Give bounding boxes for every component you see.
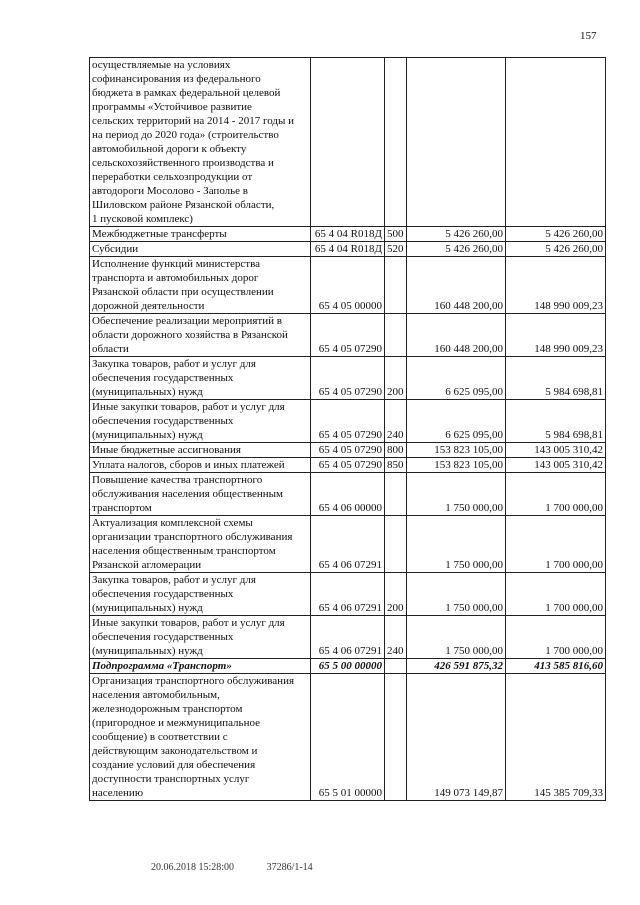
row-name-cell: Закупка товаров, работ и услуг для обеспечения государственных (муниципальных) нужд (90, 357, 311, 400)
row-code-cell: 65 4 05 00000 (311, 257, 385, 314)
row-amount-plan-cell (407, 58, 506, 227)
row-amount-actual-cell: 5 984 698,81 (506, 357, 606, 400)
table-row (90, 357, 606, 400)
row-amount-plan-cell: 160 448 200,00 (407, 257, 506, 314)
row-code-cell: 65 4 04 R018Д (311, 227, 385, 242)
row-amount-plan-cell: 153 823 105,00 (407, 443, 506, 458)
row-code-cell (311, 58, 385, 227)
row-code-cell: 65 4 06 07291 (311, 573, 385, 616)
row-code-cell: 65 4 05 07290 (311, 443, 385, 458)
table-row (90, 227, 606, 242)
row-amount-actual-cell: 143 005 310,42 (506, 443, 606, 458)
row-amount-actual-cell: 5 426 260,00 (506, 242, 606, 257)
row-amount-actual-cell: 1 700 000,00 (506, 473, 606, 516)
row-expense-type-cell: 240 (385, 400, 407, 443)
row-amount-actual-cell: 5 984 698,81 (506, 400, 606, 443)
row-expense-type-cell (385, 473, 407, 516)
table-row (90, 257, 606, 314)
row-amount-plan-cell: 5 426 260,00 (407, 242, 506, 257)
row-code-cell: 65 4 06 00000 (311, 473, 385, 516)
footer-datetime: 20.06.2018 15:28:00 (151, 862, 235, 873)
row-expense-type-cell (385, 314, 407, 357)
row-name-cell: Организация транспортного обслуживания населения автомобильным, железнодорожным транспортом (пригородное и межмуниципальное сообщение) в соответствии с действующим законодательством и создание условий для обеспечения доступности транспортных услуг населению (90, 674, 311, 801)
row-amount-plan-cell: 1 750 000,00 (407, 473, 506, 516)
table-row (90, 473, 606, 516)
row-expense-type-cell: 240 (385, 616, 407, 659)
row-amount-actual-cell: 413 585 816,60 (506, 659, 606, 674)
table-row (90, 58, 606, 227)
row-expense-type-cell: 850 (385, 458, 407, 473)
row-amount-actual-cell: 5 426 260,00 (506, 227, 606, 242)
footer (151, 862, 313, 873)
row-expense-type-cell: 200 (385, 573, 407, 616)
row-code-cell: 65 4 05 07290 (311, 400, 385, 443)
row-code-cell: 65 4 04 R018Д (311, 242, 385, 257)
row-name-cell: Субсидии (90, 242, 311, 257)
row-amount-actual-cell: 148 990 009,23 (506, 314, 606, 357)
row-amount-actual-cell: 148 990 009,23 (506, 257, 606, 314)
row-code-cell: 65 5 00 00000 (311, 659, 385, 674)
row-expense-type-cell (385, 674, 407, 801)
row-name-cell: Иные закупки товаров, работ и услуг для обеспечения государственных (муниципальных) нужд (90, 616, 311, 659)
row-code-cell: 65 4 06 07291 (311, 516, 385, 573)
row-expense-type-cell (385, 257, 407, 314)
row-name-cell: Иные бюджетные ассигнования (90, 443, 311, 458)
row-amount-actual-cell: 145 385 709,33 (506, 674, 606, 801)
row-name-cell: Уплата налогов, сборов и иных платежей (90, 458, 311, 473)
row-name-cell: Межбюджетные трансферты (90, 227, 311, 242)
table-row (90, 674, 606, 801)
table-row (90, 458, 606, 473)
row-code-cell: 65 4 05 07290 (311, 357, 385, 400)
row-amount-plan-cell: 1 750 000,00 (407, 616, 506, 659)
row-code-cell: 65 4 05 07290 (311, 458, 385, 473)
row-amount-actual-cell: 143 005 310,42 (506, 458, 606, 473)
row-expense-type-cell (385, 58, 407, 227)
row-expense-type-cell: 800 (385, 443, 407, 458)
row-code-cell: 65 4 05 07290 (311, 314, 385, 357)
row-name-cell: Закупка товаров, работ и услуг для обеспечения государственных (муниципальных) нужд (90, 573, 311, 616)
page-number: 157 (580, 30, 597, 42)
row-amount-plan-cell: 426 591 875,32 (407, 659, 506, 674)
row-code-cell: 65 5 01 00000 (311, 674, 385, 801)
row-amount-plan-cell: 153 823 105,00 (407, 458, 506, 473)
table-row (90, 516, 606, 573)
row-amount-plan-cell: 5 426 260,00 (407, 227, 506, 242)
row-amount-actual-cell (506, 58, 606, 227)
row-expense-type-cell (385, 659, 407, 674)
row-name-cell: Подпрограмма «Транспорт» (90, 659, 311, 674)
row-name-cell: Повышение качества транспортного обслуживания населения общественным транспортом (90, 473, 311, 516)
row-amount-actual-cell: 1 700 000,00 (506, 616, 606, 659)
row-name-cell: Обеспечение реализации мероприятий в области дорожного хозяйства в Рязанской области (90, 314, 311, 357)
row-expense-type-cell: 500 (385, 227, 407, 242)
row-amount-plan-cell: 149 073 149,87 (407, 674, 506, 801)
footer-doc-id: 37286/1-14 (266, 862, 313, 873)
row-expense-type-cell: 200 (385, 357, 407, 400)
table-row (90, 659, 606, 674)
table-row (90, 573, 606, 616)
row-amount-plan-cell: 1 750 000,00 (407, 516, 506, 573)
budget-table (89, 57, 606, 801)
row-amount-plan-cell: 1 750 000,00 (407, 573, 506, 616)
table-row (90, 616, 606, 659)
row-amount-plan-cell: 6 625 095,00 (407, 357, 506, 400)
row-name-cell: осуществляемые на условиях софинансирования из федерального бюджета в рамках федеральной целевой программы «Устойчивое развитие сельских территорий на 2014 - 2017 годы и на период до 2020 года» (строительство автомобильной дороги к объекту сельскохозяйственного производства и переработки сельхозпродукции от автодороги Мосолово - Заполье в Шиловском районе Рязанской области, 1 пусковой комплекс) (90, 58, 311, 227)
table-row (90, 400, 606, 443)
row-amount-plan-cell: 160 448 200,00 (407, 314, 506, 357)
row-amount-plan-cell: 6 625 095,00 (407, 400, 506, 443)
row-name-cell: Актуализация комплексной схемы организации транспортного обслуживания населения общественным транспортом Рязанской агломерации (90, 516, 311, 573)
row-amount-actual-cell: 1 700 000,00 (506, 573, 606, 616)
row-name-cell: Исполнение функций министерства транспорта и автомобильных дорог Рязанской области при осуществлении дорожной деятельности (90, 257, 311, 314)
row-amount-actual-cell: 1 700 000,00 (506, 516, 606, 573)
table-row (90, 242, 606, 257)
row-code-cell: 65 4 06 07291 (311, 616, 385, 659)
row-expense-type-cell (385, 516, 407, 573)
budget-table-body (90, 58, 606, 801)
table-row (90, 443, 606, 458)
row-name-cell: Иные закупки товаров, работ и услуг для обеспечения государственных (муниципальных) нужд (90, 400, 311, 443)
table-row (90, 314, 606, 357)
row-expense-type-cell: 520 (385, 242, 407, 257)
